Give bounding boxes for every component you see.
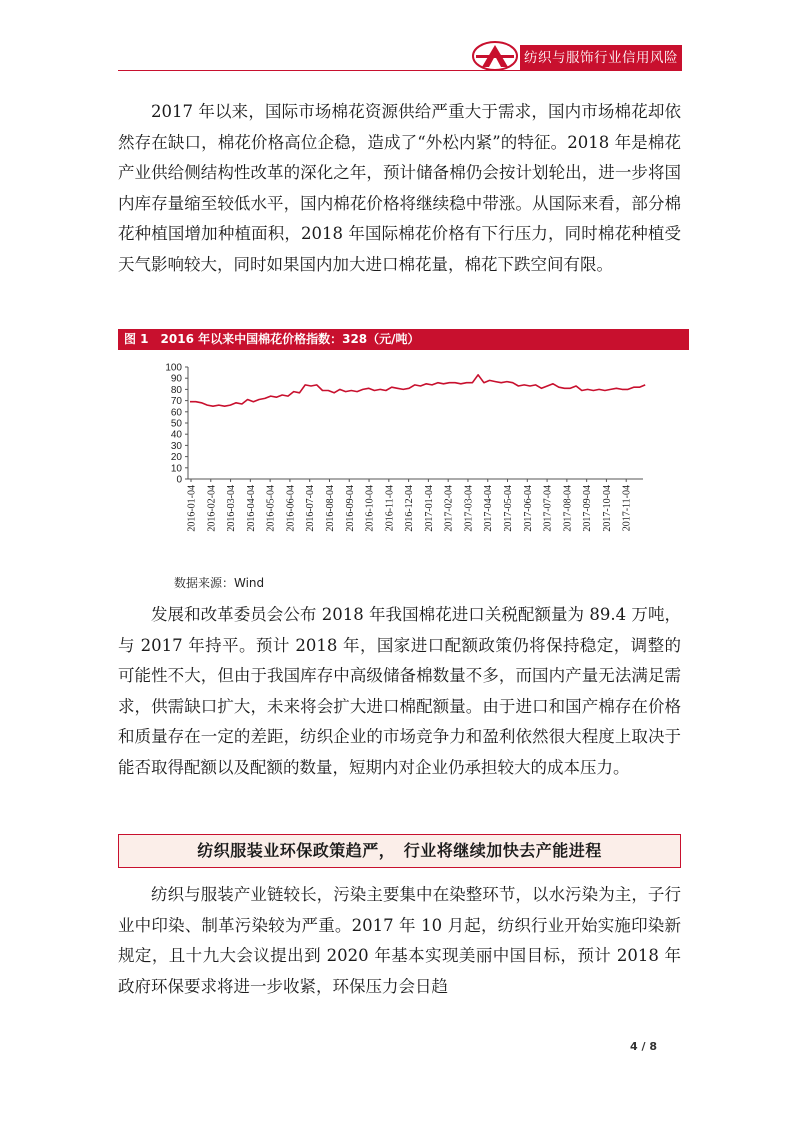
x-tick-label: 2016-05-04	[265, 485, 277, 532]
x-tick-label: 2017-11-04	[621, 485, 633, 532]
y-tick-label: 0	[176, 474, 182, 486]
header-divider	[118, 70, 681, 71]
x-tick-label: 2017-07-04	[542, 485, 554, 532]
cotton-price-line-chart	[118, 355, 658, 570]
y-tick-label: 100	[165, 362, 182, 374]
y-tick-label: 20	[170, 452, 182, 464]
y-tick-label: 90	[170, 373, 182, 385]
x-tick-label: 2016-06-04	[285, 485, 297, 532]
x-tick-label: 2017-09-04	[582, 485, 594, 532]
x-tick-label: 2017-02-04	[443, 485, 455, 532]
x-tick-label: 2017-06-04	[522, 485, 534, 532]
x-tick-label: 2016-02-04	[206, 485, 218, 532]
y-tick-label: 10	[170, 463, 182, 475]
price-index-series-line	[190, 375, 645, 406]
x-tick-label: 2016-07-04	[305, 485, 317, 532]
x-tick-label: 2016-01-04	[186, 485, 198, 532]
x-tick-label: 2017-08-04	[562, 485, 574, 532]
x-tick-label: 2016-10-04	[364, 485, 376, 532]
x-tick-label: 2017-10-04	[601, 485, 613, 532]
body-paragraph-import-quota: 发展和改革委员会公布 2018 年我国棉花进口关税配额量为 89.4 万吨，与 2017 年持平。预计 2018 年，国家进口配额政策仍将保持稳定，调整的可能性不大，但由于我国库存中高级储备棉数量不多，而国内产量无法满足需求，供需缺口扩大，未来将会扩大进口棉配额量。由于进口和国产棉存在价格和质量存在一定的差距，纺织企业的市场竞争力和盈利依然很大程度上取决于能否取得配额以及配额的数量，短期内对企业仍承担较大的成本压力。	[118, 605, 681, 777]
company-logo-icon	[472, 40, 518, 72]
x-tick-label: 2017-04-04	[483, 485, 495, 532]
x-tick-label: 2016-09-04	[344, 485, 356, 532]
figure-source: 数据来源：Wind	[174, 576, 265, 590]
page-number: 4 / 8	[630, 1040, 657, 1053]
body-paragraph-cotton-supply: 2017 年以来，国际市场棉花资源供给严重大于需求，国内市场棉花却依然存在缺口，棉花价格高位企稳，造成了“外松内紧”的特征。2018 年是棉花产业供给侧结构性改革的深化之年，预计储备棉仍会按计划轮出，进一步将国内库存量缩至较低水平，国内棉花价格将继续稳中带涨。从国际来看，部分棉花种植国增加种植面积，2018 年国际棉花价格有下行压力，同时棉花种植受天气影响较大，同时如果国内加大进口棉花量，棉花下跌空间有限。	[118, 102, 681, 274]
x-tick-label: 2017-05-04	[503, 485, 515, 532]
x-tick-label: 2016-12-04	[404, 485, 416, 532]
x-tick-label: 2016-04-04	[245, 485, 257, 532]
y-tick-label: 50	[170, 418, 182, 430]
x-tick-label: 2017-03-04	[463, 485, 475, 532]
y-tick-label: 70	[170, 396, 182, 408]
x-tick-label: 2017-01-04	[423, 485, 435, 532]
x-tick-label: 2016-03-04	[226, 485, 238, 532]
y-tick-label: 80	[170, 384, 182, 396]
y-tick-label: 30	[170, 440, 182, 452]
section-heading: 纺织服装业环保政策趋严， 行业将继续加快去产能进程	[118, 834, 681, 868]
report-series-title: 纺织与服饰行业信用风险展望	[520, 45, 682, 71]
y-tick-label: 40	[170, 429, 182, 441]
body-paragraph-environmental-policy: 纺织与服装产业链较长，污染主要集中在染整环节，以水污染为主，子行业中印染、制革污染较为严重。2017 年 10 月起，纺织行业开始实施印染新规定，且十九大会议提出到 2020 年基本实现美丽中国目标，预计 2018 年政府环保要求将进一步收紧，环保压力会日趋	[118, 885, 681, 996]
x-tick-label: 2016-11-04	[384, 485, 396, 532]
figure-caption: 图 1 2016 年以来中国棉花价格指数：328（元/吨）	[118, 329, 689, 350]
x-tick-label: 2016-08-04	[324, 485, 336, 532]
y-tick-label: 60	[170, 407, 182, 419]
